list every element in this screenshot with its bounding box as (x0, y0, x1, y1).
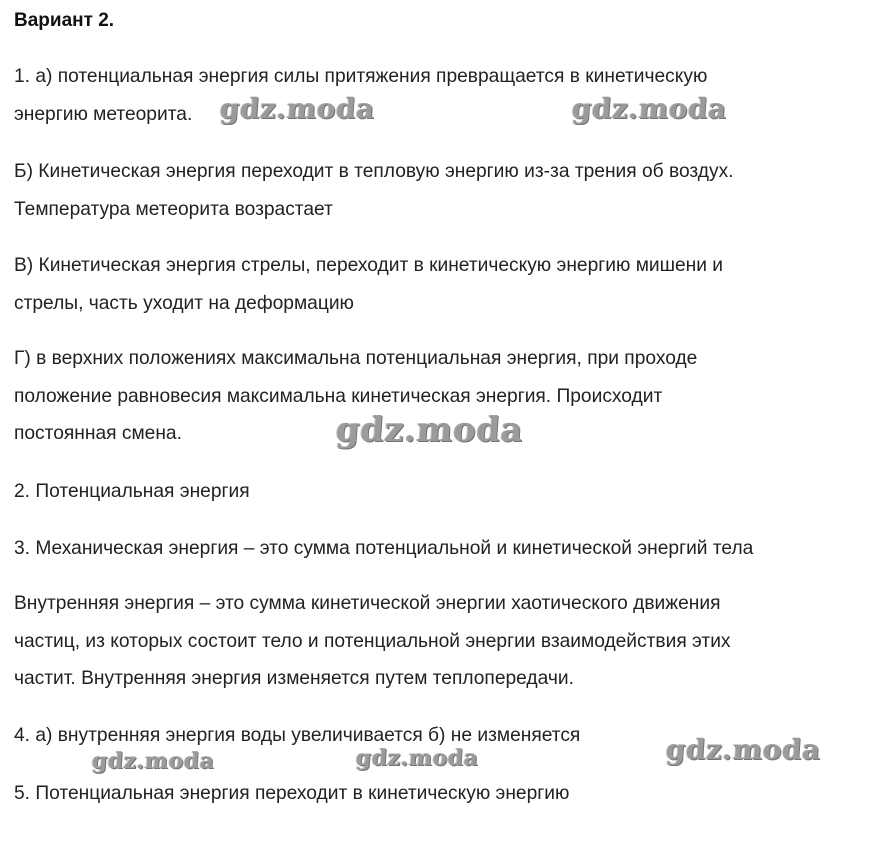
internal-energy-definition (14, 585, 872, 698)
internal-energy-line-3: частит. Внутренняя энергия изменяется путем теплопередачи. (14, 668, 574, 689)
answer-1d-line-3: постоянная смена. (14, 423, 182, 444)
answer-1b (14, 153, 872, 228)
answer-1a-line-1: 1. а) потенциальная энергия силы притяжения превращается в кинетическую (14, 66, 708, 87)
answer-1d-line-2: положение равновесия максимальна кинетическая энергия. Происходит (14, 385, 663, 407)
watermark-logo: gdz.moda (218, 92, 376, 125)
document-title: Вариант 2. (14, 10, 115, 31)
answer-5 (14, 775, 872, 813)
answer-4-line-1: 4. а) внутренняя энергия воды увеличивается б) не изменяется (14, 725, 581, 746)
watermark-logo: gdz.moda (355, 745, 480, 771)
watermark-logo: gdz.moda (664, 733, 822, 766)
internal-energy-line-2: частиц, из которых состоит тело и потенциальной энергии взаимодействия этих (14, 630, 731, 652)
watermark-logo: gdz.moda (91, 748, 216, 774)
answer-2-line-1: 2. Потенциальная энергия (14, 481, 250, 502)
answer-1b-line-1: Б) Кинетическая энергия переходит в тепловую энергию из-за трения об воздух. (14, 161, 734, 182)
answer-3 (14, 530, 872, 568)
answer-1c-line-1: В) Кинетическая энергия стрелы, переходит в кинетическую энергию мишени и (14, 255, 724, 276)
watermark-logo: gdz.moda (334, 410, 525, 450)
answer-1c-line-2: стрелы, часть уходит на деформацию (14, 292, 354, 314)
answer-5-line-1: 5. Потенциальная энергия переходит в кинетическую энергию (14, 783, 570, 804)
answer-1d-line-1: Г) в верхних положениях максимальна потенциальная энергия, при проходе (14, 348, 698, 369)
answer-1a (14, 58, 872, 133)
watermark-logo: gdz.moda (570, 92, 728, 125)
answer-3-line-1: 3. Механическая энергия – это сумма потенциальной и кинетической энергий тела (14, 538, 754, 559)
answer-1b-line-2: Температура метеорита возрастает (14, 198, 333, 220)
answer-1c (14, 247, 872, 322)
internal-energy-line-1: Внутренняя энергия – это сумма кинетической энергии хаотического движения (14, 593, 721, 614)
answer-2 (14, 473, 872, 511)
answer-1a-line-2: энергию метеорита. (14, 103, 193, 125)
